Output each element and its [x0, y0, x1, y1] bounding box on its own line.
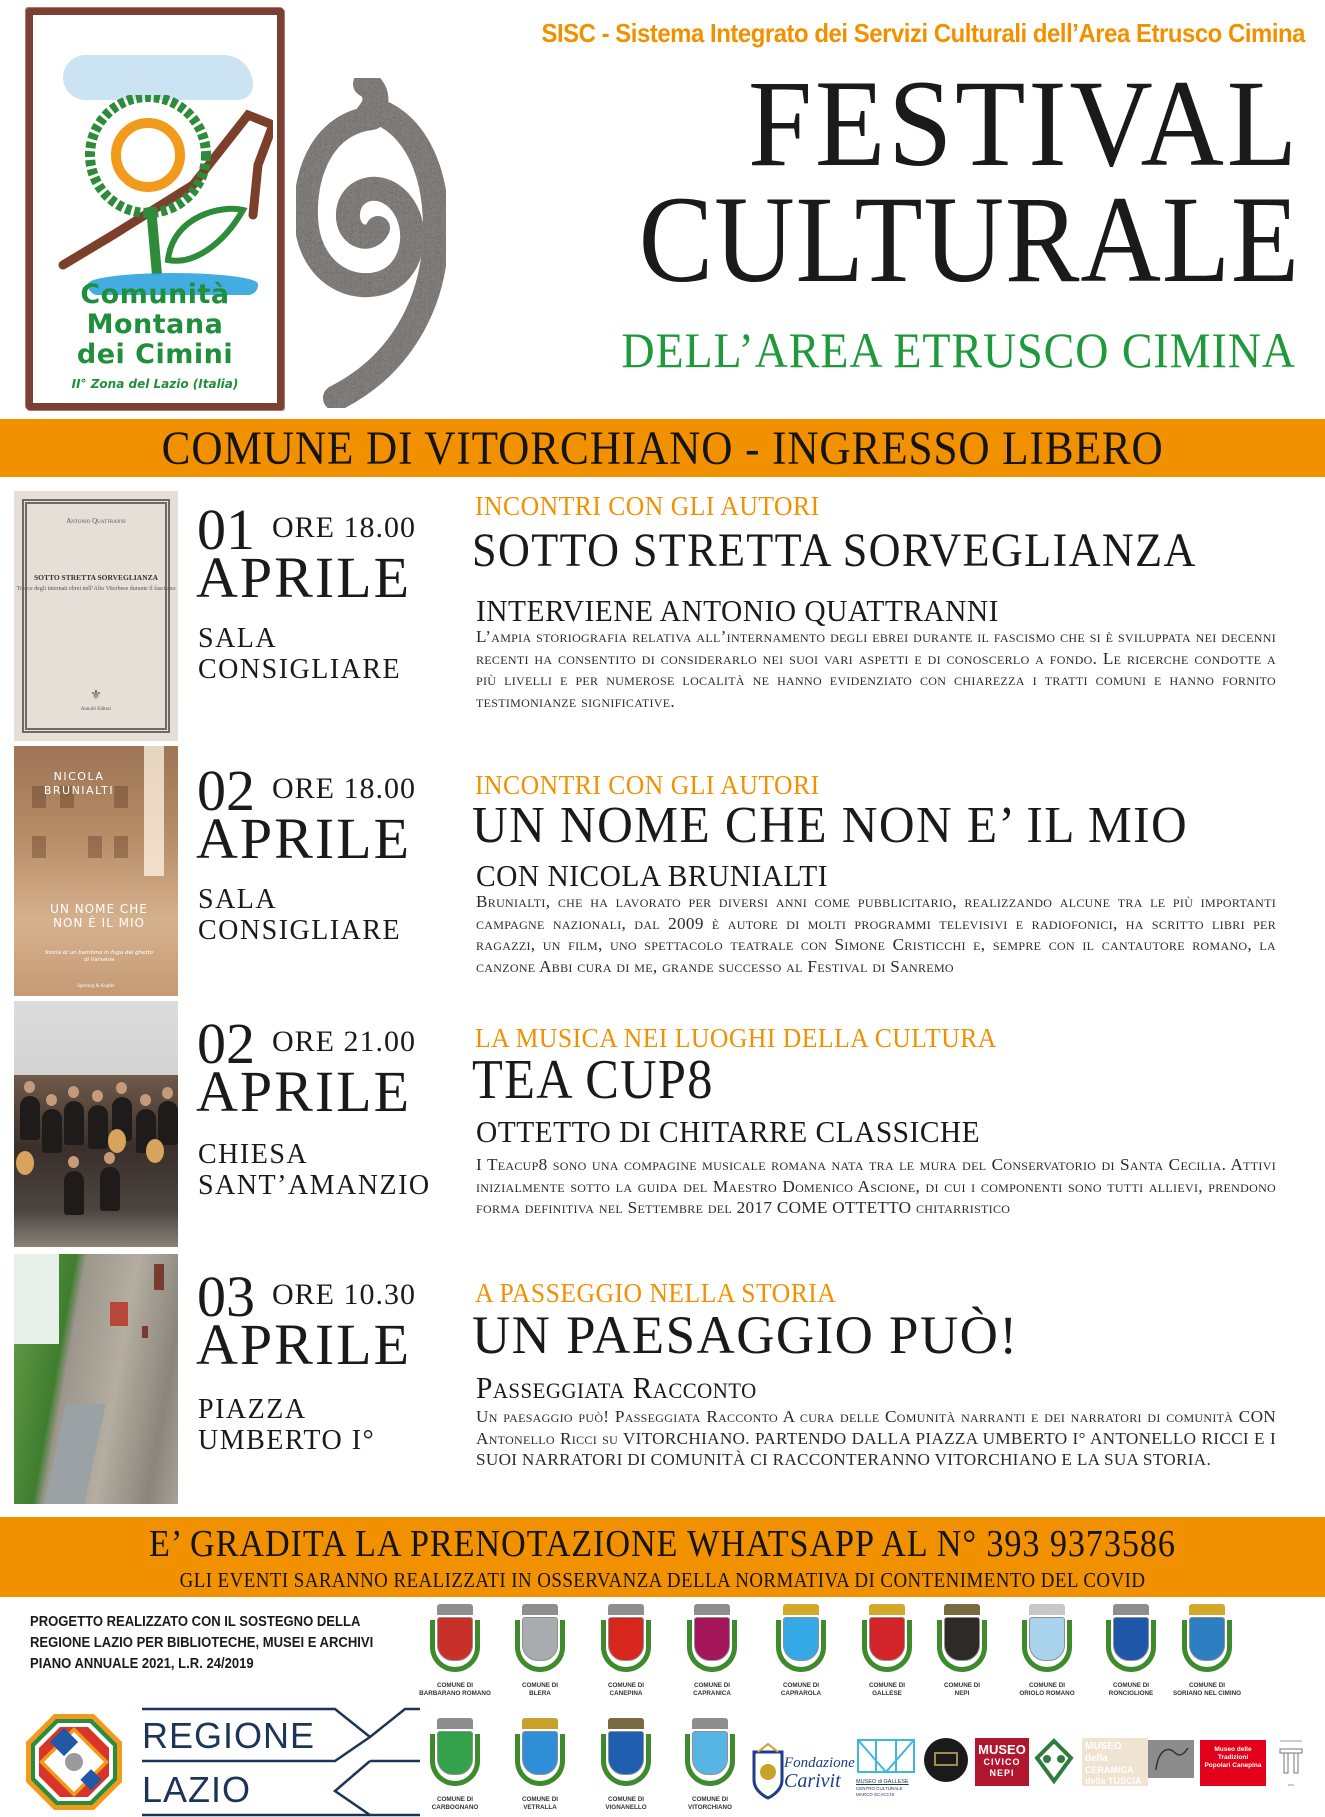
- shield-icon: [1189, 1617, 1225, 1661]
- coat-of-arms-icon: [418, 1718, 492, 1790]
- event-time: ORE 18.00: [272, 511, 416, 544]
- logo-sky-stroke: [63, 55, 253, 100]
- comune-label: COMUNE DI CANEPINA: [607, 1682, 645, 1697]
- lazio-word: LAZIO: [142, 1769, 252, 1810]
- comune-crest-soriano-nel-cimino: [1170, 1604, 1244, 1698]
- crown-icon: [1113, 1604, 1149, 1615]
- festival-title-line1: FESTIVAL: [747, 55, 1300, 192]
- event-day: 02: [197, 1011, 255, 1076]
- book-cover-title: SOTTO STRETTA SORVEGLIANZA: [33, 573, 159, 582]
- comune-label: COMUNE DI CAPRANICA: [693, 1682, 731, 1697]
- coat-of-arms-icon: [850, 1604, 924, 1676]
- museo-archeologico-logo: [1034, 1738, 1074, 1784]
- museo-ceramica-tuscia-logo: MUSEO della CERAMICA della TUSCIA: [1082, 1738, 1148, 1786]
- event-month: APRILE: [196, 1059, 411, 1124]
- shield-icon: [437, 1731, 473, 1775]
- logo-name-line2: Montana: [86, 309, 224, 340]
- comune-label: COMUNE DI ORIOLO ROMANO: [1019, 1682, 1075, 1697]
- teacup8-band-photo: [14, 1001, 178, 1247]
- event-description: I Teacup8 sono una compagine musicale romana nata tra le mura del Conservatorio di Santa Cecilia. Attivi inizialmente sotto la guida del Maestro Domenico Ascione, di cui i componenti sono tutti allievi, prendono forma definitiva nel Settembre del 2017 COME OTTETTO chitarristico: [476, 1155, 1276, 1218]
- shield-icon: [869, 1617, 905, 1661]
- comune-label: COMUNE DI CAPRAROLA: [780, 1682, 822, 1697]
- location-banner-text: COMUNE DI VITORCHIANO - INGRESSO LIBERO: [161, 421, 1164, 475]
- comune-crest-caprarola: [764, 1604, 838, 1698]
- event-category: LA MUSICA NEI LUOGHI DELLA CULTURA: [475, 1023, 997, 1053]
- coat-of-arms-icon: [503, 1604, 577, 1676]
- regione-lazio-emblem-icon: [24, 1712, 124, 1812]
- comunita-montana-logo: [26, 8, 284, 410]
- event-headline: UN PAESAGGIO PUÒ!: [472, 1305, 1019, 1365]
- book-cover-sotto-stretta-sorveglianza: [14, 491, 178, 741]
- event-venue-line2: CONSIGLIARE: [198, 915, 402, 946]
- event-time: ORE 10.30: [272, 1278, 416, 1311]
- comune-label: COMUNE DI BARBARANO ROMANO: [419, 1682, 491, 1697]
- crown-icon: [1029, 1604, 1065, 1615]
- event-day: 02: [197, 758, 255, 823]
- archaeological-museum-icon: [1034, 1738, 1074, 1784]
- shield-icon: [1113, 1617, 1149, 1661]
- coat-of-arms-icon: [1094, 1604, 1168, 1676]
- event-category: A PASSEGGIO NELLA STORIA: [475, 1278, 837, 1308]
- event-venue: [198, 884, 401, 946]
- event-venue-line2: CONSIGLIARE: [198, 654, 402, 685]
- regione-lazio-wordmark: [140, 1707, 420, 1817]
- event-venue-line1: SALA: [198, 884, 278, 915]
- crown-icon: [944, 1604, 980, 1615]
- logo-name-line3: dei Cimini: [76, 339, 234, 370]
- comune-crest-barbarano-romano: [418, 1604, 492, 1698]
- logo-name-line1: Comunità: [80, 279, 230, 310]
- comune-crest-vignanello: [589, 1718, 663, 1812]
- event-time: ORE 18.00: [272, 772, 416, 805]
- festival-title-line3: DELL’AREA ETRUSCO CIMINA: [621, 322, 1296, 378]
- event-headline: SOTTO STRETTA SORVEGLIANZA: [472, 524, 1197, 577]
- sisc-title: SISC - Sistema Integrato dei Servizi Culturali dell’Area Etrusco Cimina: [541, 18, 1305, 48]
- event-venue-line1: SALA: [198, 623, 278, 654]
- shield-icon: [437, 1617, 473, 1661]
- comune-crest-nepi: [925, 1604, 999, 1698]
- coat-of-arms-icon: [675, 1604, 749, 1676]
- coat-of-arms-icon: [589, 1604, 663, 1676]
- small-museum-logo: [1276, 1735, 1306, 1791]
- book-cover-author: NICOLA BRUNIALTI: [43, 770, 115, 797]
- event-description: L’ampia storiografia relativa all’internamento degli ebrei durante il fascismo che si è sviluppata nei decenni recenti ha consentito di considerarlo nei suoi vari aspetti e di conoscerlo a fondo. Le ricerche condotte a più livelli e per numerose località ne hanno evidenziato con chiarezza i tratti comuni e hanno fornito testimonianze significative.: [476, 627, 1276, 711]
- coat-of-arms-icon: [673, 1718, 747, 1790]
- comune-crest-vetralla: [503, 1718, 577, 1812]
- comune-crest-vitorchiano: [673, 1718, 747, 1812]
- coat-of-arms-icon: [1170, 1604, 1244, 1676]
- comune-label: COMUNE DI VETRALLA: [521, 1796, 559, 1811]
- event-month: APRILE: [196, 806, 411, 871]
- publisher-emblem-icon: ⚜: [90, 687, 102, 702]
- event-venue: [198, 623, 401, 685]
- event-month: APRILE: [196, 545, 411, 610]
- crown-icon: [522, 1604, 558, 1615]
- crown-icon: [437, 1604, 473, 1615]
- event-subtitle: Passeggiata Racconto: [476, 1370, 757, 1405]
- event-subtitle: OTTETTO DI CHITARRE CLASSICHE: [476, 1114, 981, 1149]
- museo-tradizioni-popolari-logo: Museo delle Tradizioni Popolari Canepina: [1200, 1740, 1266, 1786]
- event-day: 01: [197, 497, 255, 562]
- covid-notice-line: GLI EVENTI SARANNO REALIZZATI IN OSSERVANZA DELLA NORMATIVA DI CONTENIMENTO DEL COVID: [179, 1568, 1146, 1592]
- event-category: INCONTRI CON GLI AUTORI: [475, 770, 820, 800]
- comune-label: COMUNE DI GALLESE: [868, 1682, 906, 1697]
- event-month: APRILE: [196, 1312, 411, 1377]
- museo-graffiti-logo: [1148, 1740, 1194, 1778]
- shield-icon: [522, 1731, 558, 1775]
- festival-title-line2: CULTURALE: [638, 171, 1300, 308]
- coat-of-arms-icon: [1010, 1604, 1084, 1676]
- shield-icon: [608, 1731, 644, 1775]
- crown-icon: [608, 1718, 644, 1729]
- comune-crest-oriolo-romano: [1010, 1604, 1084, 1698]
- book-cover-title: UN NOME CHE NON È IL MIO: [50, 902, 148, 930]
- event-venue-line2: SANT’AMANZIO: [198, 1170, 431, 1201]
- comune-label: COMUNE DI BLERA: [521, 1682, 559, 1697]
- event-venue: [198, 1139, 431, 1201]
- sunflower-mountain-icon: [53, 95, 273, 285]
- fondazione-carivit-logo: [748, 1738, 858, 1806]
- museo-archeologico-nepi-logo: [924, 1738, 968, 1782]
- comune-crest-capranica: [675, 1604, 749, 1698]
- event-subtitle: INTERVIENE ANTONIO QUATTRANNI: [476, 593, 999, 628]
- comune-label: COMUNE DI VITORCHIANO: [688, 1796, 732, 1811]
- event-headline: UN NOME CHE NON E’ IL MIO: [472, 797, 1189, 854]
- crown-icon: [437, 1718, 473, 1729]
- shield-icon: [692, 1731, 728, 1775]
- comune-crest-canepina: [589, 1604, 663, 1698]
- event-description: Brunialti, che ha lavorato per diversi anni come pubblicitario, realizzando alcune tra le più importanti campagne nazionali, dal 2009 è autore di molti programmi televisivi e radiofonici, ha scritto libri per ragazzi, un film, uno spettacolo teatrale con Simone Cristicchi e, sempre con il cantautore romano, la canzone Abbi cura di me, grande successo al Festival di Sanremo: [476, 892, 1276, 976]
- shield-icon: [944, 1617, 980, 1661]
- shield-icon: [694, 1617, 730, 1661]
- event-category: INCONTRI CON GLI AUTORI: [475, 491, 820, 521]
- shield-icon: [1029, 1617, 1065, 1661]
- book-cover-author: Antonio Quattranni: [66, 517, 126, 525]
- comune-crest-ronciglione: [1094, 1604, 1168, 1698]
- event-headline: TEA CUP8: [472, 1049, 714, 1111]
- carivit-label: Fondazione Carivit: [784, 1755, 855, 1792]
- coat-of-arms-icon: [764, 1604, 838, 1676]
- book-cover-publisher: Annulli Editori: [80, 707, 112, 712]
- comune-label: COMUNE DI CARBOGNANO: [431, 1796, 479, 1811]
- shield-icon: [783, 1617, 819, 1661]
- crown-icon: [608, 1604, 644, 1615]
- museo-gallese-logo: MUSEO di GALLESE CENTRO CULTURALE MARCO SCACCHI: [856, 1738, 916, 1804]
- event-description: Un paesaggio può! Passeggiata Racconto A cura delle Comunità narranti e dei narratori di comunità CON Antonello Ricci su VITORCHIANO. PARTENDO DALLA PIAZZA UMBERTO I° ANTONELLO RICCI E I SUOI NARRATORI DI COMUNITÀ CI RACCONTERANNO VITORCHIANO E LA SUA STORIA.: [476, 1407, 1276, 1470]
- logo-name: [33, 280, 277, 370]
- event-venue-line1: PIAZZA: [198, 1394, 307, 1425]
- etruscan-spiral-icon: [296, 78, 446, 408]
- location-banner: [0, 419, 1325, 477]
- comune-label: COMUNE DI SORIANO NEL CIMINO: [1172, 1682, 1242, 1697]
- comune-crest-carbognano: [418, 1718, 492, 1812]
- coat-of-arms-icon: [589, 1718, 663, 1790]
- book-cover-un-nome-che-non-e-il-mio: [14, 746, 178, 996]
- crown-icon: [522, 1718, 558, 1729]
- event-venue-line1: CHIESA: [198, 1139, 309, 1170]
- figure-sketch-icon: [1148, 1740, 1194, 1778]
- book-cover-subtitle: Storia di un bambino in fuga dal ghetto di Varsavia: [44, 950, 154, 963]
- coat-of-arms-icon: [418, 1604, 492, 1676]
- project-funding-note: PROGETTO REALIZZATO CON IL SOSTEGNO DELLA REGIONE LAZIO PER BIBLIOTECHE, MUSEI E ARCHIVI PIANO ANNUALE 2021, L.R. 24/2019: [30, 1614, 374, 1672]
- comune-label: COMUNE DI NEPI: [943, 1682, 981, 1697]
- coat-of-arms-icon: [503, 1718, 577, 1790]
- event-subtitle: CON NICOLA BRUNIALTI: [476, 858, 829, 893]
- booking-whatsapp-line: E’ GRADITA LA PRENOTAZIONE WHATSAPP AL N° 393 9373586: [149, 1523, 1176, 1565]
- crown-icon: [783, 1604, 819, 1615]
- museo-civico-nepi-logo: MUSEO CIVICO NEPI: [975, 1738, 1029, 1786]
- booking-banner: [0, 1517, 1325, 1597]
- event-time: ORE 21.00: [272, 1025, 416, 1058]
- column-icon: [1276, 1735, 1306, 1791]
- carivit-crest-icon: [748, 1742, 788, 1802]
- event-day: 03: [197, 1264, 255, 1329]
- event-venue: [198, 1394, 375, 1456]
- crown-icon: [1189, 1604, 1225, 1615]
- regione-word: REGIONE: [142, 1715, 316, 1756]
- logo-subtitle: II° Zona del Lazio (Italia): [71, 377, 239, 391]
- comune-crest-gallese: [850, 1604, 924, 1698]
- event-venue-line2: UMBERTO I°: [198, 1425, 376, 1456]
- comune-label: COMUNE DI RONCIGLIONE: [1108, 1682, 1154, 1697]
- shield-icon: [522, 1617, 558, 1661]
- vitorchiano-town-photo: [14, 1254, 178, 1504]
- crown-icon: [694, 1604, 730, 1615]
- coat-of-arms-icon: [925, 1604, 999, 1676]
- crown-icon: [692, 1718, 728, 1729]
- temple-icon: [934, 1752, 958, 1766]
- crown-icon: [869, 1604, 905, 1615]
- shield-icon: [608, 1617, 644, 1661]
- comune-crest-blera: [503, 1604, 577, 1698]
- book-cover-subtitle: Tracce degli internati ebrei nell’Alto Viterbese durante il fascismo: [16, 586, 176, 592]
- museo-gallese-icon: [856, 1738, 916, 1774]
- comune-label: COMUNE DI VIGNANELLO: [605, 1796, 647, 1811]
- book-cover-publisher: Sperling & Kupfer: [77, 984, 115, 989]
